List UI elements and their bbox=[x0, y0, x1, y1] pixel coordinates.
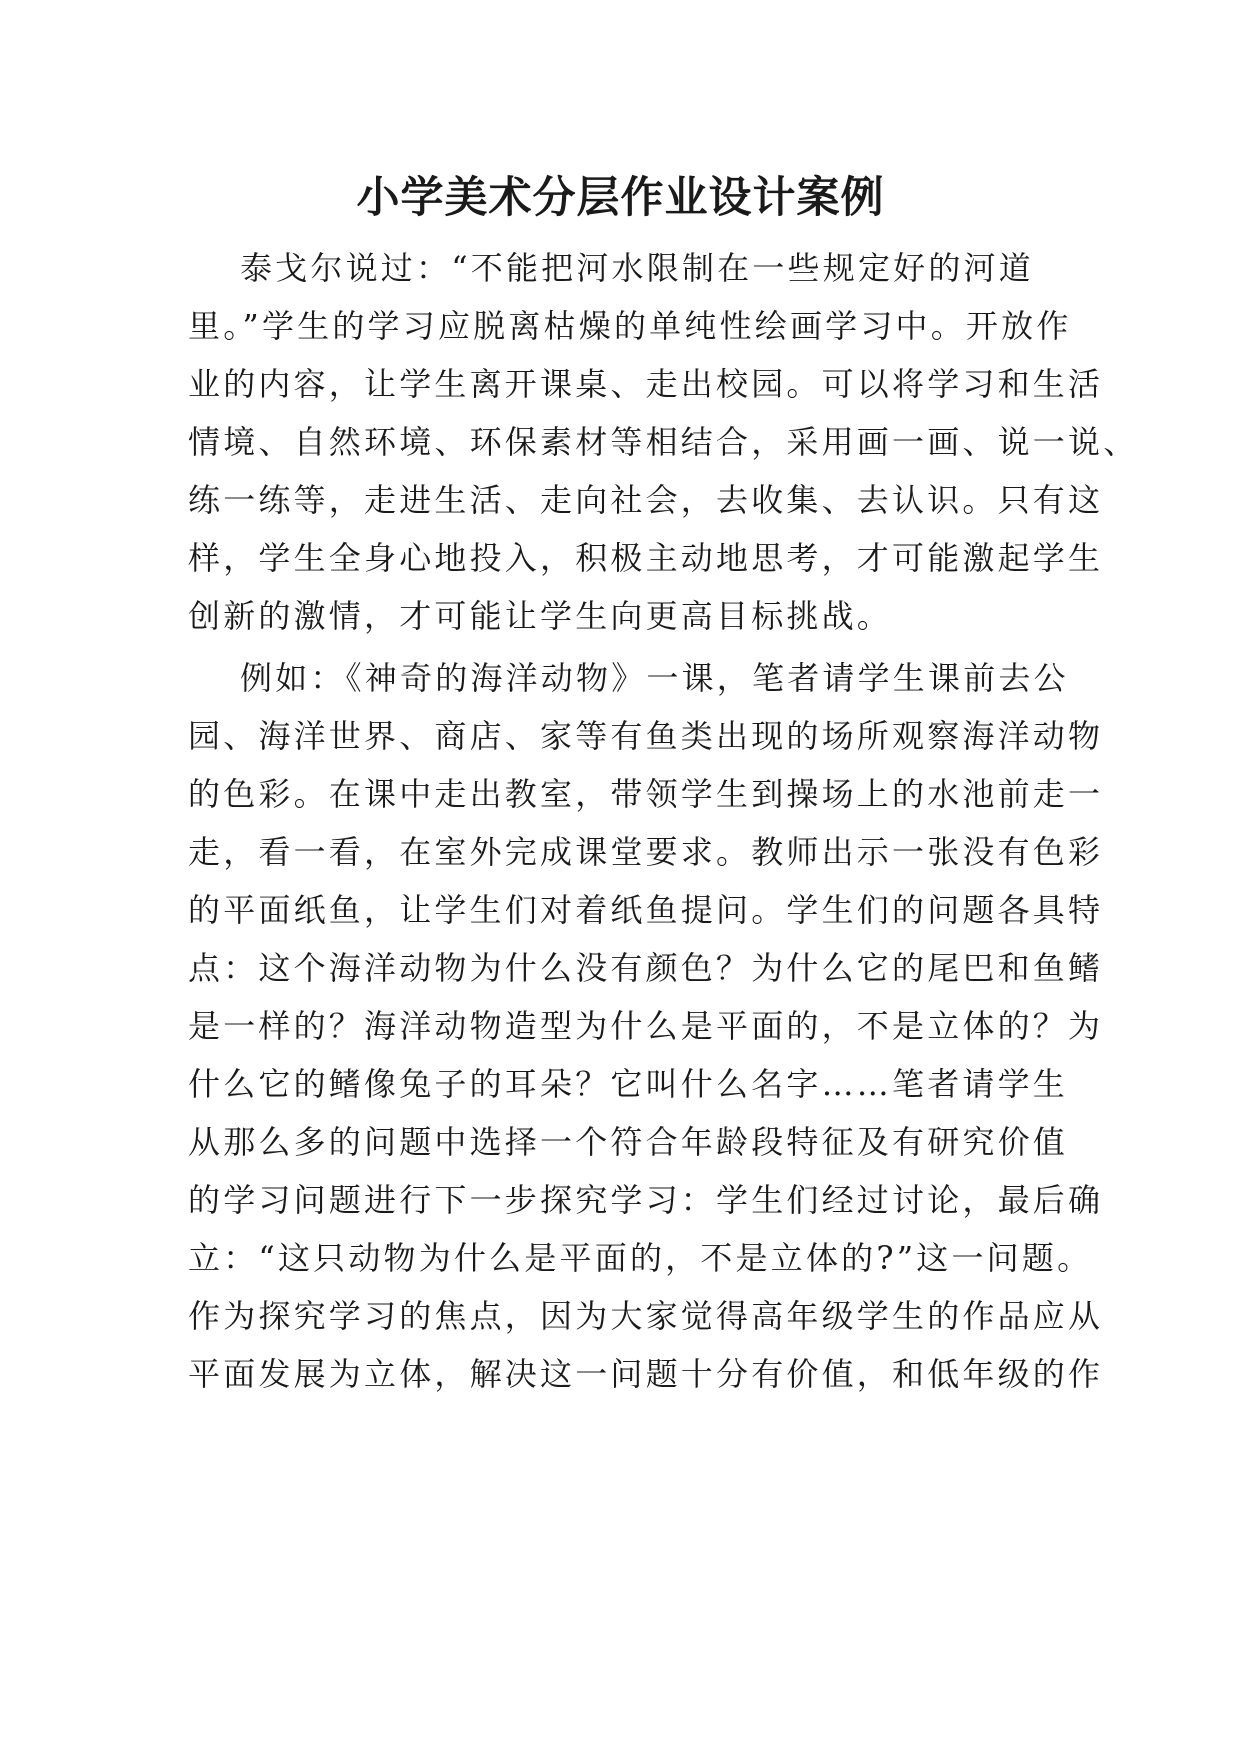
paragraph-2-line-6: 点：这个海洋动物为什么没有颜色？为什么它的尾巴和鱼鳍 bbox=[188, 949, 1104, 987]
paragraph-2-line-9: 从那么多的问题中选择一个符合年龄段特征及有研究价值 bbox=[188, 1123, 1069, 1161]
paragraph-2-line-5: 的平面纸鱼，让学生们对着纸鱼提问。学生们的问题各具特 bbox=[188, 891, 1104, 929]
paragraph-2-line-10: 的学习问题进行下一步探究学习：学生们经过讨论，最后确 bbox=[188, 1181, 1104, 1219]
paragraph-2-line-11: 立：“这只动物为什么是平面的，不是立体的?”这一问题。 bbox=[188, 1239, 1093, 1277]
paragraph-1-line-6: 样，学生全身心地投入，积极主动地思考，才可能激起学生 bbox=[188, 539, 1104, 577]
paragraph-2-line-3: 的色彩。在课中走出教室，带领学生到操场上的水池前走一 bbox=[188, 775, 1104, 813]
paragraph-2-line-2: 园、海洋世界、商店、家等有鱼类出现的场所观察海洋动物 bbox=[188, 717, 1104, 755]
paragraph-2-line-12: 作为探究学习的焦点，因为大家觉得高年级学生的作品应从 bbox=[188, 1297, 1104, 1335]
paragraph-1-line-4: 情境、自然环境、环保素材等相结合，采用画一画、说一说、 bbox=[188, 423, 1139, 461]
paragraph-2-line-8: 什么它的鳍像兔子的耳朵？它叫什么名字……笔者请学生 bbox=[188, 1065, 1069, 1103]
paragraph-1-line-1: 泰戈尔说过：“不能把河水限制在一些规定好的河道 bbox=[240, 249, 1034, 287]
paragraph-1-line-2: 里。”学生的学习应脱离枯燥的单纯性绘画学习中。开放作 bbox=[188, 307, 1072, 345]
document-title: 小学美术分层作业设计案例 bbox=[356, 173, 885, 223]
paragraph-1-line-3: 业的内容，让学生离开课桌、走出校园。可以将学习和生活 bbox=[188, 365, 1104, 403]
paragraph-2-line-4: 走，看一看，在室外完成课堂要求。教师出示一张没有色彩 bbox=[188, 833, 1104, 871]
paragraph-1-line-5: 练一练等，走进生活、走向社会，去收集、去认识。只有这 bbox=[188, 481, 1104, 519]
paragraph-2-line-7: 是一样的？海洋动物造型为什么是平面的，不是立体的？为 bbox=[188, 1007, 1104, 1045]
paragraph-2-line-13: 平面发展为立体，解决这一问题十分有价值，和低年级的作 bbox=[188, 1355, 1104, 1393]
paragraph-2-line-1: 例如：《神奇的海洋动物》一课，笔者请学生课前去公 bbox=[240, 659, 1069, 697]
paragraph-1-line-7: 创新的激情，才可能让学生向更高目标挑战。 bbox=[188, 597, 893, 635]
